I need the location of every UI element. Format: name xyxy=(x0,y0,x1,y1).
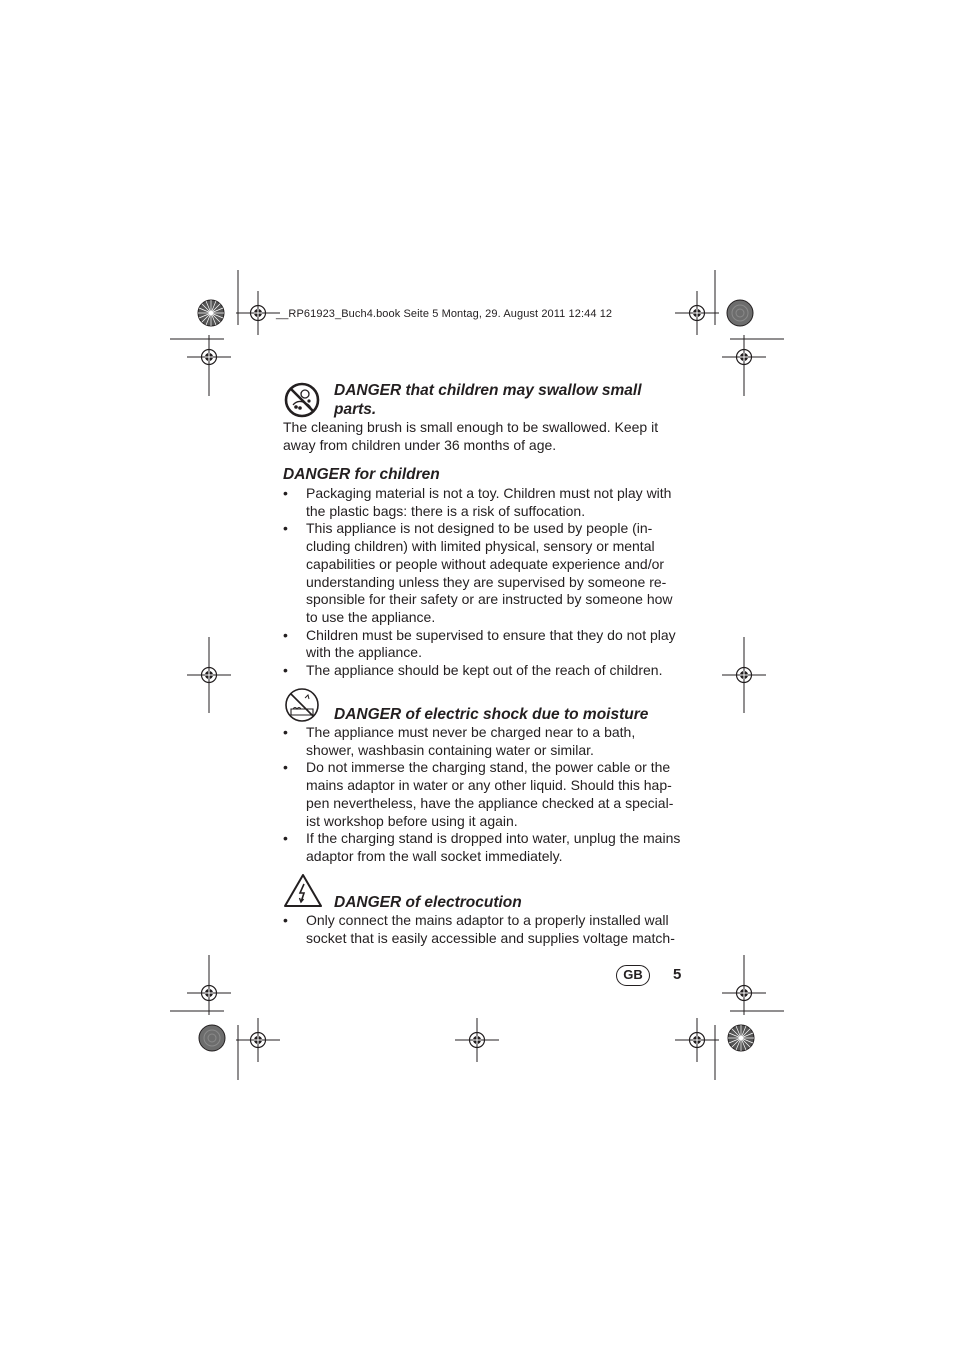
title-line: DANGER that children may swallow small xyxy=(334,382,642,399)
list-item: • Do not immerse the charging stand, the power cable or the mains adaptor in water or any other liquid. Should this hap-pen nevertheless, have the appliance checked at a special-ist workshop before using it again. xyxy=(283,759,685,830)
swallow-paragraph: The cleaning brush is small enough to be swallowed. Keep it away from children under 36 months of age. xyxy=(283,419,659,453)
list-item: • Packaging material is not a toy. Children must not play with the plastic bags: there is a risk of suffocation. xyxy=(283,485,685,520)
section-title-electrocution: DANGER of electrocution xyxy=(334,894,522,911)
print-info-header: __RP61923_Buch4.book Seite 5 Montag, 29. August 2011 12:44 12 xyxy=(276,308,613,320)
list-item: • Children must be supervised to ensure that they do not play with the appliance. xyxy=(283,627,685,662)
title-line: parts. xyxy=(334,401,377,418)
section-title-moisture: DANGER of electric shock due to moisture xyxy=(334,706,649,723)
electrocution-bullet-list xyxy=(283,912,685,947)
moisture-bullet-list xyxy=(283,724,685,866)
no-small-parts-icon xyxy=(283,381,321,419)
list-item: • The appliance should be kept out of the reach of children. xyxy=(283,662,685,680)
section-title-swallow xyxy=(334,381,684,419)
high-voltage-warning-icon xyxy=(283,873,323,909)
list-item: • The appliance must never be charged near to a bath, shower, washbasin containing water or similar. xyxy=(283,724,685,759)
language-badge: GB xyxy=(616,965,650,986)
section-title-children: DANGER for children xyxy=(283,466,440,483)
page-number: 5 xyxy=(673,966,682,983)
list-item: • If the charging stand is dropped into water, unplug the mains adaptor from the wall socket immediately. xyxy=(283,830,685,865)
list-item: • Only connect the mains adaptor to a properly installed wall socket that is easily accessible and supplies voltage match- xyxy=(283,912,685,947)
list-item: • This appliance is not designed to be used by people (in-cluding children) with limited physical, sensory or mental capabilities or people without adequate experience and/or understanding unless they are supervised by someone re-sponsible for their safety or are instructed by someone how to use the appliance. xyxy=(283,520,685,626)
children-bullet-list xyxy=(283,485,685,680)
no-water-icon xyxy=(283,686,321,724)
